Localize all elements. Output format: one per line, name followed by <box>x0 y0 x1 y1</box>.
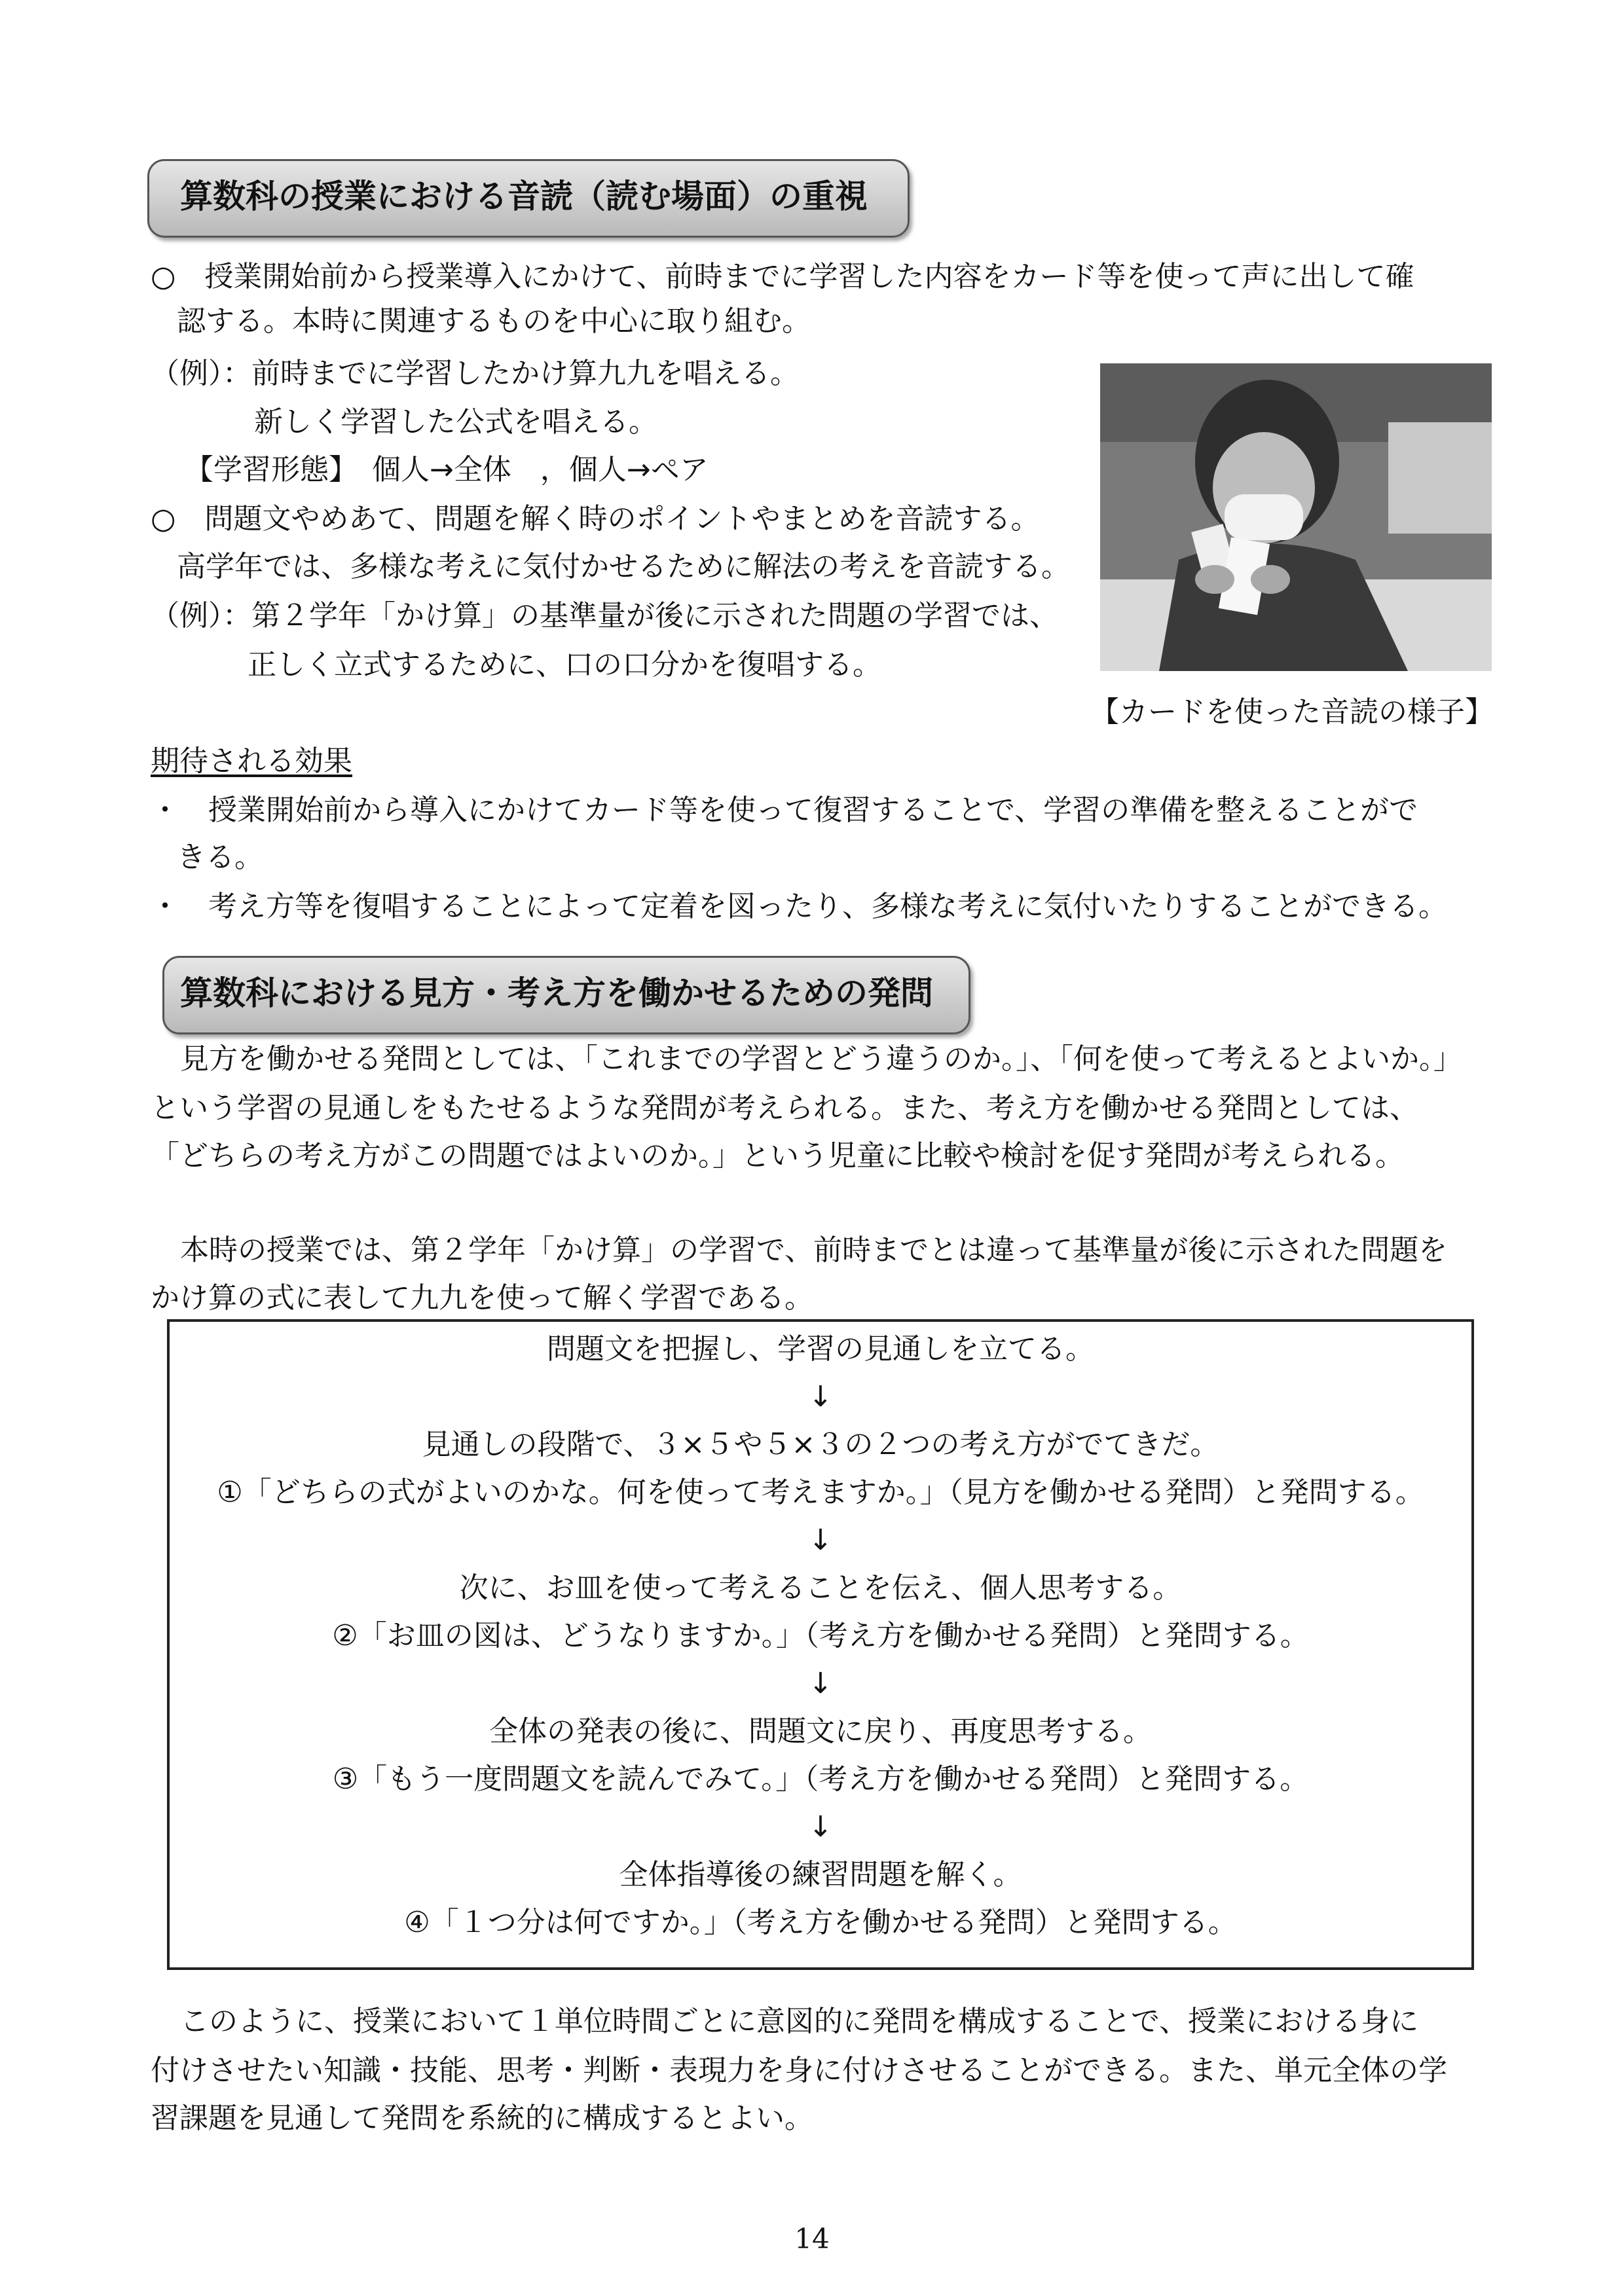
flow-question3: ③「もう一度問題文を読んでみて。」（考え方を働かせる発問）と発問する。 <box>332 1762 1309 1796</box>
section1-learning-form: 【学習形態】 個人→全体 ，個人→ペア <box>185 453 709 486</box>
section2-para1-line2: という学習の見通しをもたせるような発問が考えられる。また、考え方を働かせる発問としては、 <box>151 1091 1418 1125</box>
flow-step2: 見通しの段階で、３×５や５×３の２つの考え方がでてきだ。 <box>422 1428 1219 1461</box>
reading-cards-photo <box>1100 363 1492 671</box>
section1-example1-line1: （例）：前時までに学習したかけ算九九を唱える。 <box>151 357 799 390</box>
section1-para1-line2: 認する。本時に関連するものを中心に取り組む。 <box>177 304 811 338</box>
photo-caption: 【カードを使った音読の様子】 <box>1090 695 1494 729</box>
effect1-line1: ・ 授業開始前から導入にかけてカード等を使って復習することで、学習の準備を整えることがで <box>151 793 1418 827</box>
flow-step5: 全体指導後の練習問題を解く。 <box>619 1858 1022 1891</box>
section1-example2-line2: 正しく立式するために、口の口分かを復唱する。 <box>248 648 881 682</box>
page-number: 14 <box>794 2223 830 2255</box>
flow-question2: ②「お皿の図は、どうなりますか。」（考え方を働かせる発問）と発問する。 <box>332 1619 1309 1652</box>
effects-heading: 期待される効果 <box>151 744 352 778</box>
section2-para2-line2: かけ算の式に表して九九を使って解く学習である。 <box>151 1281 813 1315</box>
section1-para1-line1: ○ 授業開始前から授業導入にかけて、前時までに学習した内容をカード等を使って声に出して確 <box>151 260 1414 293</box>
section1-example1-line2: 新しく学習した公式を唱える。 <box>254 405 657 439</box>
flow-arrow-4: ↓ <box>808 1810 833 1844</box>
question-flow-box <box>167 1319 1474 1970</box>
flow-step1: 問題文を把握し、学習の見通しを立てる。 <box>547 1332 1094 1366</box>
flow-question4: ④「１つ分は何ですか。」（考え方を働かせる発問）と発問する。 <box>404 1906 1237 1939</box>
section2-para1-line3: 「どちらの考え方がこの問題ではよいのか。」という児童に比較や検討を促す発問が考えられる。 <box>151 1139 1404 1173</box>
section1-example2-line1: （例）：第２学年「かけ算」の基準量が後に示された問題の学習では、 <box>151 599 1058 632</box>
conclusion-line3: 習課題を見通して発問を系統的に構成するとよい。 <box>151 2102 813 2135</box>
section2-para2-line1: 本時の授業では、第２学年「かけ算」の学習で、前時までとは違って基準量が後に示された問題を <box>180 1233 1448 1267</box>
conclusion-line2: 付けさせたい知識・技能、思考・判断・表現力を身に付けさせることができる。また、単元全体の学 <box>151 2054 1447 2087</box>
effect1-line2: きる。 <box>177 841 263 874</box>
flow-step3: 次に、お皿を使って考えることを伝え、個人思考する。 <box>459 1571 1182 1605</box>
flow-arrow-3: ↓ <box>808 1667 833 1700</box>
flow-question1: ①「どちらの式がよいのかな。何を使って考えますか。」（見方を働かせる発問）と発問する。 <box>217 1476 1424 1509</box>
flow-arrow-1: ↓ <box>808 1380 833 1413</box>
section1-heading: 算数科の授業における音読（読む場面）の重視 <box>180 177 868 215</box>
effect2: ・ 考え方等を復唱することによって定着を図ったり、多様な考えに気付いたりすることができる。 <box>151 890 1447 923</box>
conclusion-line1: このように、授業において１単位時間ごとに意図的に発問を構成することで、授業における身に <box>180 2005 1419 2038</box>
flow-arrow-2: ↓ <box>808 1523 833 1557</box>
section2-heading: 算数科における見方・考え方を働かせるための発問 <box>180 974 933 1012</box>
flow-step4: 全体の発表の後に、問題文に戻り、再度思考する。 <box>489 1715 1152 1748</box>
section1-para2-line1: ○ 問題文やめあて、問題を解く時のポイントやまとめを音読する。 <box>151 502 1040 536</box>
photo-illustration <box>1100 363 1492 671</box>
section1-para2-line2: 高学年では、多様な考えに気付かせるために解法の考えを音読する。 <box>177 550 1070 583</box>
section2-para1-line1: 見方を働かせる発問としては、「これまでの学習とどう違うのか。」、「何を使って考えるとよいか。」 <box>180 1042 1462 1076</box>
